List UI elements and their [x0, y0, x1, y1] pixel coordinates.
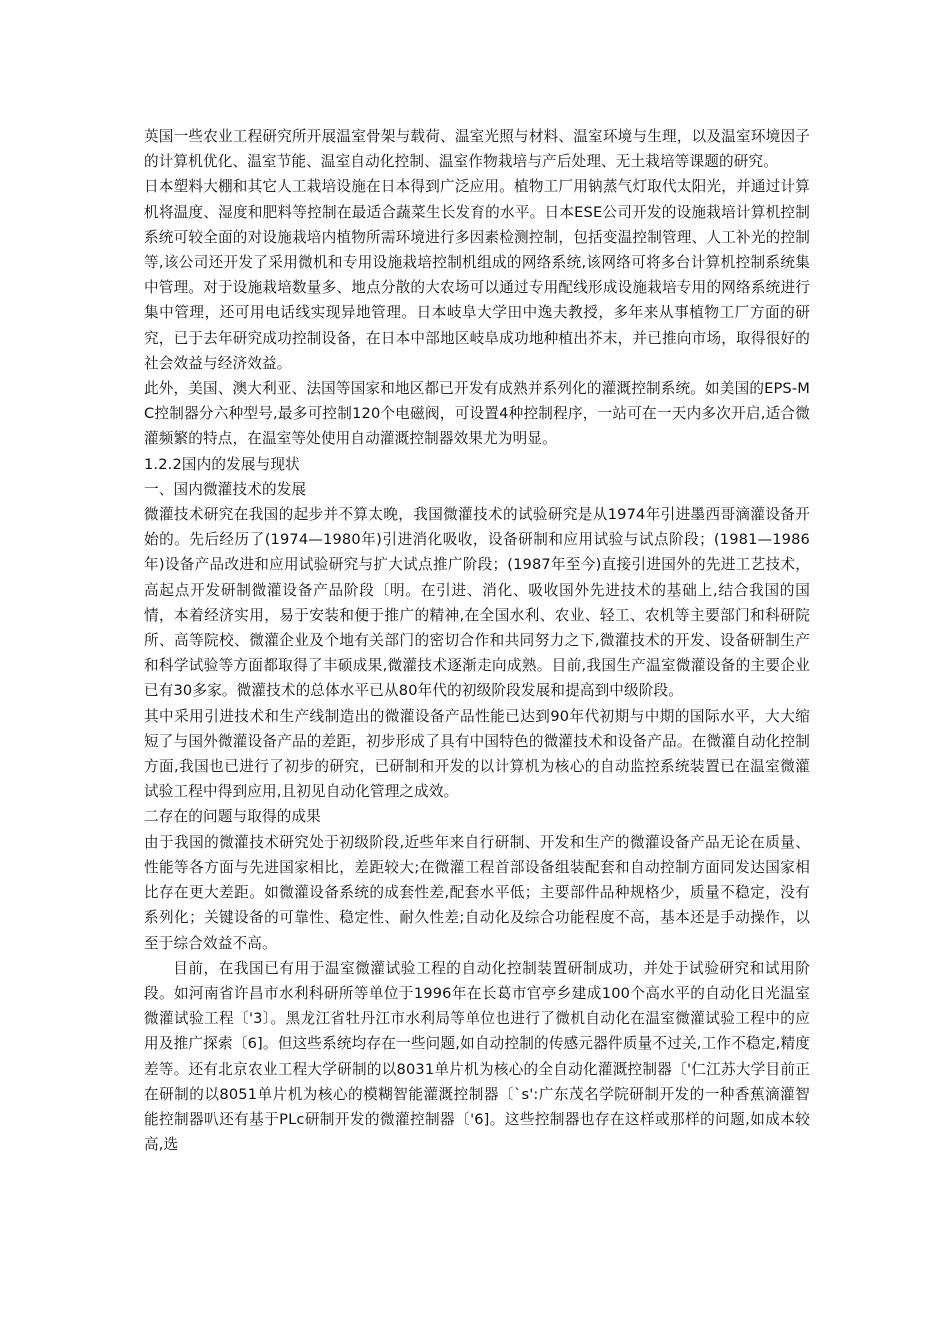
subheading-problems-results: 二存在的问题与取得的成果 [144, 808, 321, 826]
paragraph-irrigation-controllers: 此外，美国、澳大利亚、法国等国家和地区都已开发有成熟并系列化的灌溉控制系统。如美国的EPS-MC控制器分六种型号,最多可控制120个电磁阀，可设置4种控制程序，一站可在一天内多次开启,适合微灌频繁的特点，在温室等处使用自动灌溉控制器效果尤为明显。 [144, 380, 810, 448]
subheading-domestic-development: 一、国内微灌技术的发展 [144, 480, 307, 498]
paragraph-uk-research: 英国一些农业工程研究所开展温室骨架与载荷、温室光照与材料、温室环境与生理，以及温室环境因子的计算机优化、温室节能、温室自动化控制、温室作物栽培与产后处理、无土栽培等课题的研究。 [144, 128, 810, 171]
section-heading-domestic: 1.2.2国内的发展与现状 [144, 455, 300, 473]
paragraph-japan-greenhouse: 日本塑料大棚和其它人工栽培设施在日本得到广泛应用。植物工厂用钠蒸气灯取代太阳光，并通过计算机将温度、湿度和肥料等控制在最适合蔬菜生长发育的水平。日本ESE公司开发的设施栽培计算机控制系统可较全面的对设施栽培内植物所需环境进行多因素检测控制，包括变温控制管理、人工补光的控制等,该公司还开发了采用微机和专用设施栽培控制机组成的网络系统,该网络可将多台计算机控制系统集中管理。对于设施栽培数量多、地点分散的大农场可以通过专用配线形成设施栽培专用的网络系统进行集中管理，还可用电话线实现异地管理。日本岐阜大学田中逸夫教授，多年来从事植物工厂方面的研究，已于去年研究成功控制设备，在日本中部地区岐阜成功地种植出芥末，并已推向市场，取得很好的社会效益与经济效益。 [144, 178, 810, 372]
paragraph-microirrigation-history: 微灌技术研究在我国的起步并不算太晚，我国微灌技术的试验研究是从1974年引进墨西哥滴灌设备开始的。先后经历了(1974—1980年)引进消化吸收，设备研制和应用试验与试点阶段；(1981—1986年)设备产品改进和应用试验研究与扩大试点推广阶段；(1987年至今)直接引进国外的先进工艺技术，高起点开发研制微灌设备产品阶段〔明。在引进、消化、吸收国外先进技术的基础上,结合我国的国情，本着经济实用，易于安装和便于推广的精神,在全国水利、农业、轻工、农机等主要部门和科研院所、高等院校、微灌企业及个地有关部门的密切合作和共同努力之下,微灌技术的开发、设备研制生产和科学试验等方面都取得了丰硕成果,微灌技术逐渐走向成熟。目前,我国生产温室微灌设备的主要企业已有30多家。微灌技术的总体水平已从80年代的初级阶段发展和提高到中级阶段。 [144, 506, 810, 700]
paragraph-technology-level: 其中采用引进技术和生产线制造出的微灌设备产品性能已达到90年代初期与中期的国际水平，大大缩短了与国外微灌设备产品的差距，初步形成了具有中国特色的微灌技术和设备产品。在微灌自动化控制方面,我国也已进行了初步的研究，已研制和开发的以计算机为核心的自动监控系统装置已在温室微灌试验工程中得到应用,且初见自动化管理之成效。 [144, 707, 810, 801]
paragraph-problems: 由于我国的微灌技术研究处于初级阶段,近些年来自行研制、开发和生产的微灌设备产品无论在质量、性能等各方面与先进国家相比，差距较大;在微灌工程首部设备组装配套和自动控制方面同发达国家相比存在更大差距。如微灌设备系统的成套性差,配套水平低；主要部件品种规格少，质量不稳定，没有系列化；关键设备的可靠性、稳定性、耐久性差;自动化及综合功能程度不高，基本还是手动操作，以至于综合效益不高。 [144, 833, 810, 952]
document-page [144, 124, 810, 1157]
paragraph-current-systems: 目前，在我国已有用于温室微灌试验工程的自动化控制装置研制成功，并处于试验研究和试用阶段。如河南省许昌市水利科研所等单位于1996年在长葛市官亭乡建成100个高水平的自动化日光温室微灌试验工程〔'3〕。黑龙江省牡丹江市水利局等单位也进行了微机自动化在温室微灌试验工程中的应用及推广探索〔6]。但这些系统均存在一些问题,如自动控制的传感元器件质量不过关,工作不稳定,精度差等。还有北京农业工程大学研制的以8031单片机为核心的全自动化灌溉控制器〔'仁江苏大学目前正在研制的以8051单片机为核心的模糊智能灌溉控制器〔`s':广东茂名学院研制开发的一种香蕉滴灌智能控制器叭还有基于PLc研制开发的微灌控制器〔'6]。这些控制器也存在这样或那样的问题,如成本较高,选 [144, 959, 810, 1154]
